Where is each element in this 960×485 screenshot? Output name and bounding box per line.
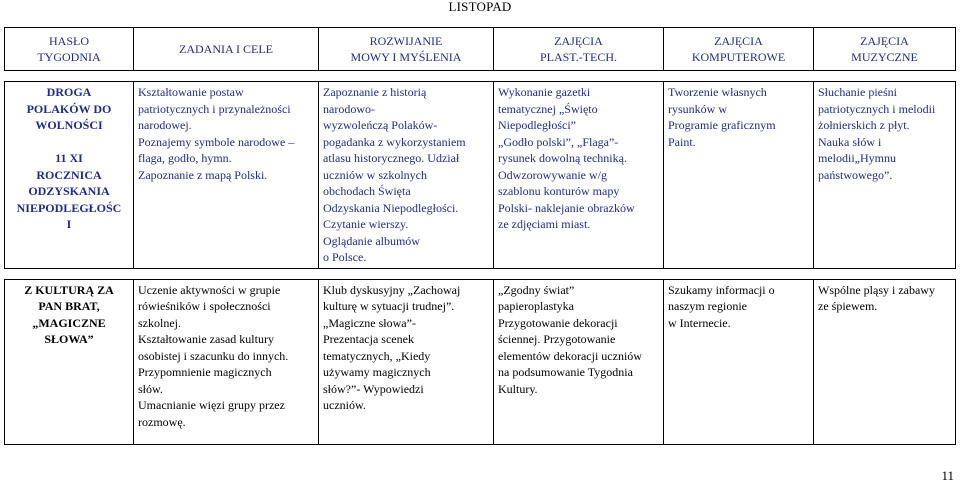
cell-line: naszym regionie [668, 299, 747, 313]
cell-line: Wspólne pląsy i zabawy [818, 282, 935, 297]
cell-line: patriotycznych i przynależności [138, 101, 291, 116]
cell-line: DROGA [46, 85, 92, 99]
cell-line: tematycznej „Święto [498, 101, 598, 116]
header-line: MUZYCZNE [851, 50, 918, 64]
cell-line: Z KULTURĄ ZA [24, 282, 114, 297]
cell-line: wyzwoleńczą Polaków- [323, 118, 438, 132]
cell-line: Wykonanie gazetki [498, 85, 591, 99]
cell-line: Umacnianie więzi grupy przez [138, 398, 285, 412]
header-line: ZAJĘCIA [714, 33, 763, 48]
cell-line: I [66, 217, 72, 231]
header-line: ZAJĘCIA [860, 33, 909, 48]
cell-line: w Internecie. [668, 315, 731, 330]
cell-line: elementów dekoracji uczniów [498, 348, 642, 363]
computer-class-cell [664, 279, 814, 444]
cell-line: słów. [138, 381, 163, 396]
cell-line: Szukamy informacji o [668, 282, 775, 297]
cell-line: Kształtowanie postaw [138, 85, 244, 99]
cell-line: osobistej i szacunku do innych. [138, 348, 289, 363]
cell-line: papieroplastyka [498, 299, 574, 313]
cell-line: Zapoznanie z historią [323, 85, 427, 99]
cell-line: Poznajemy symbole narodowe – [138, 134, 295, 149]
cell-line: „Magiczne słowa”- [323, 315, 416, 330]
cell-line: pogadanka z wykorzystaniem [323, 134, 466, 149]
cell-line: ze zdjęciami miast. [498, 217, 591, 231]
cell-line: uczniów w szkolnych [323, 167, 427, 182]
cell-line: „Zgodny świat” [498, 282, 575, 297]
art-technical-cell [494, 279, 664, 444]
cell-line: Prezentacja scenek [323, 332, 414, 346]
header-line: ROZWIJANIE [369, 33, 443, 48]
cell-line: POLAKÓW DO [26, 101, 112, 116]
spacer-row [5, 71, 956, 82]
computer-class-cell [664, 82, 814, 269]
header-cell [494, 28, 664, 71]
cell-line: Polski- naklejanie obrazków [498, 200, 635, 215]
header-cell [5, 28, 134, 71]
cell-line: rozmowę. [138, 414, 186, 429]
cell-line: obchodach Święta [323, 184, 411, 198]
table-row [5, 279, 956, 444]
lesson-plan-table [4, 27, 956, 445]
cell-line: Przygotowanie dekoracji [498, 315, 618, 330]
spacer [5, 71, 956, 82]
header-line: TYGODNIA [37, 50, 101, 64]
cell-line: o Polsce. [323, 250, 367, 264]
cell-line: uczniów. [323, 398, 366, 412]
tasks-goals-cell [134, 279, 319, 444]
cell-line: SŁOWA” [44, 332, 94, 346]
week-motto-cell [5, 82, 134, 269]
cell-line: używamy magicznych [323, 365, 431, 379]
cell-line: rysunek dowolną techniką. [498, 151, 627, 165]
header-cell [319, 28, 494, 71]
cell-line: tematycznych, „Kiedy [323, 348, 431, 363]
speech-development-cell [319, 82, 494, 269]
header-cell [664, 28, 814, 71]
cell-line: patriotycznych i melodii [818, 101, 936, 116]
tasks-goals-cell [134, 82, 319, 269]
cell-line: „MAGICZNE [32, 315, 106, 330]
cell-line: NIEPODLEGŁOŚC [16, 200, 122, 215]
header-row [5, 28, 956, 71]
header-line: MOWY I MYŚLENIA [350, 50, 462, 64]
cell-line: Zapoznanie z mapą Polski. [138, 167, 268, 182]
cell-line: Kształtowanie zasad kultury [138, 332, 274, 346]
header-line: PLAST.-TECH. [539, 50, 618, 64]
cell-line: Kultury. [498, 381, 538, 396]
header-cell [134, 28, 319, 71]
cell-line: ODZYSKANIA [28, 184, 110, 198]
cell-line: ze śpiewem. [818, 299, 878, 313]
cell-line: szablonu konturów mapy [498, 184, 620, 198]
art-technical-cell [494, 82, 664, 269]
cell-line: słów?”- Wypowiedzi [323, 381, 424, 396]
header-cell [814, 28, 956, 71]
music-class-cell [814, 279, 956, 444]
cell-line: PAN BRAT, [38, 299, 100, 313]
cell-line: 11 XI [55, 151, 83, 165]
cell-line: Czytanie wierszy. [323, 217, 409, 231]
header-line: HASŁO [48, 33, 89, 48]
cell-line [9, 134, 129, 151]
page-number: 11 [941, 468, 954, 483]
cell-line: żołnierskich z płyt. [818, 118, 910, 132]
cell-line: Uczenie aktywności w grupie [138, 282, 281, 297]
spacer [5, 268, 956, 279]
speech-development-cell [319, 279, 494, 444]
cell-line: państwowego”. [818, 167, 893, 182]
cell-line: Paint. [668, 134, 696, 149]
cell-line: rysunków w [668, 101, 727, 116]
cell-line: Przypomnienie magicznych [138, 365, 272, 379]
cell-line: szkolnej. [138, 315, 181, 330]
cell-line: narodowo- [323, 101, 375, 116]
week-motto-cell [5, 279, 134, 444]
cell-line: Oglądanie albumów [323, 233, 420, 248]
cell-line: Tworzenie własnych [668, 85, 767, 99]
cell-line: narodowej. [138, 118, 192, 132]
cell-line: Odzyskania Niepodległości. [323, 200, 459, 215]
cell-line: flaga, godło, hymn. [138, 151, 232, 165]
header-line: ZAJĘCIA [554, 33, 603, 48]
cell-line: ściennej. Przygotowanie [498, 332, 616, 346]
cell-line: Słuchanie pieśni [818, 85, 897, 99]
cell-line: Programie graficznym [668, 118, 776, 132]
cell-line: atlasu historycznego. Udział [323, 151, 460, 165]
cell-line: kulturę w sytuacji trudnej”. [323, 299, 455, 313]
cell-line: ROCZNICA [36, 167, 102, 182]
cell-line: Niepodległości” [498, 118, 576, 132]
header-line: ZADANIA I CELE [179, 41, 273, 56]
music-class-cell [814, 82, 956, 269]
cell-line: Odwzorowywanie w/g [498, 167, 607, 182]
cell-line: „Godło polski”, „Flaga”- [498, 134, 619, 149]
spacer-row [5, 268, 956, 279]
cell-line: na podsumowanie Tygodnia [498, 365, 633, 379]
cell-line: Klub dyskusyjny „Zachowaj [323, 282, 461, 297]
cell-line: melodii„Hymnu [818, 151, 896, 165]
table-row [5, 82, 956, 269]
cell-line: Nauka słów i [818, 134, 882, 149]
cell-line: rówieśników i społeczności [138, 299, 271, 313]
cell-line: WOLNOŚCI [35, 118, 103, 132]
header-line: KOMPUTEROWE [691, 50, 786, 64]
page-title: LISTOPAD [448, 0, 512, 14]
